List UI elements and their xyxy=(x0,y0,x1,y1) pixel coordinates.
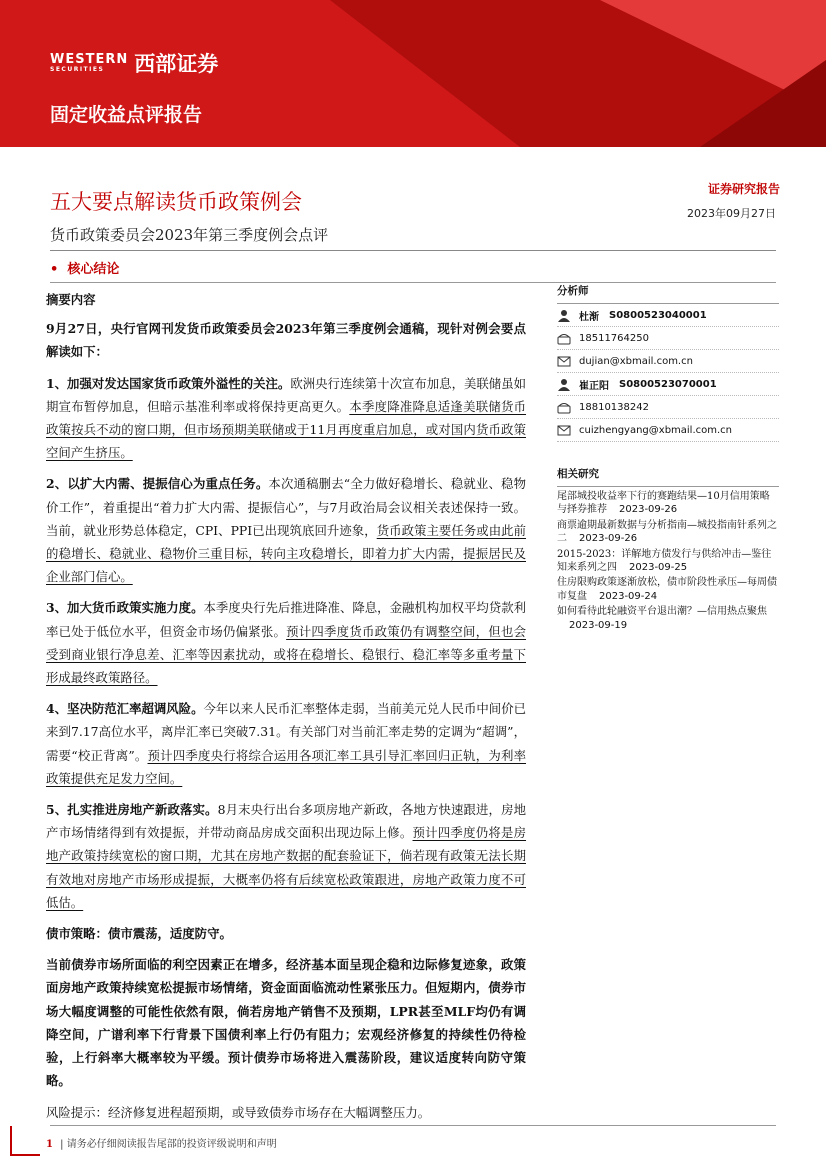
sidebar xyxy=(557,279,779,633)
point-5-head: 5、扎实推进房地产新政落实。 xyxy=(46,802,218,818)
point-5-body: 8月末央行出台多项房地产新政，各地方快速跟进，房地产市场情绪得到有效提振，并带动商品房成交面积出现边际上修。 xyxy=(46,802,526,841)
point-4-head: 4、坚决防范汇率超调风险。 xyxy=(46,701,204,717)
strategy-body-text: 当前债券市场所面临的利空因素正在增多，经济基本面呈现企稳和边际修复迹象，政策面房地产政策持续宽松提振市场情绪，资金面面临流动性紧张压力。但短期内，债券市场大幅度调整的可能性依然有限，倘若房地产销售不及预期，LPR甚至MLF均仍有调降空间，广谱利率下行背景下国债利率上行仍有阻力；宏观经济修复的持续性仍待检验，上行斜率大概率较为平缓。预计债券市场将进入震荡阶段，建议适度转向防守策略。 xyxy=(46,957,526,1089)
related-label: 相关研究 xyxy=(557,462,779,487)
point-2-underlined: 货币政策主要任务或由此前的稳增长、稳就业、稳物价三重目标，转向主攻稳增长，即着力扩大内需，提振居民及企业部门信心。 xyxy=(46,522,527,585)
related-item-date: 2023-09-19 xyxy=(569,619,628,631)
logo-western: WESTERN xyxy=(50,52,129,67)
related-item[interactable] xyxy=(557,518,779,547)
related-item-title: 2015-2023：详解地方债发行与供给冲击—鉴往知来系列之四 xyxy=(557,548,772,574)
person-icon xyxy=(557,378,571,391)
footer-disclaimer: 请务必仔细阅读报告尾部的投资评级说明和声明 xyxy=(66,1139,277,1150)
point-3-body: 本季度央行先后推进降准、降息，金融机构加权平均贷款利率已处于低位水平，但资金市场仍偏紧张。 xyxy=(46,600,527,639)
intro-paragraph xyxy=(46,317,526,363)
phone-icon xyxy=(557,401,571,414)
analyst-1-cert: S0800523040001 xyxy=(609,309,707,321)
main-content xyxy=(46,288,526,1132)
analyst-2-phone: 18810138242 xyxy=(579,401,649,413)
point-1 xyxy=(46,372,526,465)
point-1-head: 1、加强对发达国家货币政策外溢性的关注。 xyxy=(46,375,291,391)
corner-mark xyxy=(10,1126,12,1156)
header-banner xyxy=(0,0,826,147)
corner-mark xyxy=(10,1154,40,1156)
core-conclusion-label xyxy=(50,258,119,277)
bullet-icon: • xyxy=(50,262,59,277)
analyst-2-name: 崔正阳 xyxy=(579,380,609,392)
logo-securities: SECURITIES xyxy=(50,66,105,73)
point-4-underlined: 预计四季度央行将综合运用各项汇率工具引导汇率回归正轨，为利率政策提供充足发力空间。 xyxy=(46,747,527,786)
mail-icon xyxy=(557,355,571,368)
related-item[interactable] xyxy=(557,489,779,518)
page-number: 1 xyxy=(46,1139,53,1150)
point-2-head: 2、以扩大内需、提振信心为重点任务。 xyxy=(46,476,269,492)
analyst-2-phone-row xyxy=(557,396,779,419)
related-item-title: 尾部城投收益率下行的赛跑结果—10月信用策略与择券推荐 xyxy=(557,491,770,516)
point-4 xyxy=(46,697,526,790)
mail-icon xyxy=(557,424,571,437)
related-item[interactable] xyxy=(557,547,779,576)
footer xyxy=(46,1135,277,1150)
strategy-heading xyxy=(46,922,526,945)
analyst-1-email-row xyxy=(557,350,779,373)
logo-chinese: 西部证券 xyxy=(134,52,219,76)
abstract-label: 摘要内容 xyxy=(46,292,96,307)
report-subtitle: 货币政策委员会2023年第三季度例会点评 xyxy=(50,226,329,244)
footer-divider xyxy=(50,1125,776,1126)
intro-text: 9月27日，央行官网刊发货币政策委员会2023年第三季度例会通稿，现针对例会要点解读如下： xyxy=(46,321,526,360)
phone-icon xyxy=(557,332,571,345)
person-icon xyxy=(557,309,571,322)
point-1-body: 欧洲央行连续第十次宣布加息，美联储虽如期宣布暂停加息，但暗示基准利率或将保持更高更久。 xyxy=(46,375,527,414)
related-item-date: 2023-09-25 xyxy=(629,562,688,574)
related-item-title: 住房限购政策逐渐放松，债市阶段性承压—每周债市复盘 xyxy=(557,577,777,602)
related-item-title: 商票逾期最新数据与分析指南—城投指南针系列之二 xyxy=(557,519,777,545)
strategy-head-text: 债市策略：债市震荡，适度防守。 xyxy=(46,926,232,942)
analyst-2-name-row xyxy=(557,373,779,396)
core-conclusion-text: 核心结论 xyxy=(67,262,120,277)
point-3 xyxy=(46,596,526,689)
analyst-1-name: 杜渐 xyxy=(579,311,599,323)
related-list xyxy=(557,489,779,633)
strategy-paragraph xyxy=(46,953,526,1092)
related-item[interactable] xyxy=(557,604,779,633)
risk-warning: 风险提示：经济修复进程超预期，或导致债券市场存在大幅调整压力。 xyxy=(46,1104,431,1120)
related-research xyxy=(557,462,779,633)
point-4-body: 今年以来人民币汇率整体走弱，当前美元兑人民币中间价已来到7.17高位水平，离岸汇率已突破7.31。有关部门对当前汇率走势的定调为“超调”，需要“校正背离”。 xyxy=(46,701,527,763)
related-item-date: 2023-09-26 xyxy=(579,533,638,545)
related-item-date: 2023-09-26 xyxy=(619,504,678,516)
related-item-title: 如何看待此轮融资平台退出潮？—信用热点聚焦 xyxy=(557,606,767,618)
logo-english xyxy=(50,53,128,73)
point-1-underlined: 本季度降准降息适逢美联储货币政策按兵不动的窗口期，但市场预期美联储或于11月再度重启加息，或对国内货币政策空间产生挤压。 xyxy=(46,398,527,461)
analyst-label: 分析师 xyxy=(557,279,779,304)
footer-separator: | xyxy=(60,1139,64,1150)
divider xyxy=(50,250,776,251)
report-date: 2023年09月27日 xyxy=(687,207,776,220)
related-item-date: 2023-09-24 xyxy=(599,590,658,602)
brand-logo xyxy=(50,48,218,78)
point-3-underlined: 预计四季度货币政策仍有调整空间，但也会受到商业银行净息差、汇率等因素扰动，或将在稳增长、稳银行、稳汇率等多重考量下形成最终政策路径。 xyxy=(46,623,527,686)
analyst-1-phone: 18511764250 xyxy=(579,332,649,344)
point-2-body: 本次通稿删去“全力做好稳增长、稳就业、稳物价工作”，着重提出“着力扩大内需、提振信心”，与7月政治局会议相关表述保持一致。当前，就业形势总体稳定，CPI、PPI已出现筑底回升迹象， xyxy=(46,476,526,538)
document-type: 固定收益点评报告 xyxy=(50,104,203,126)
analyst-1-phone-row xyxy=(557,327,779,350)
analyst-1-name-row xyxy=(557,304,779,327)
point-2 xyxy=(46,472,526,588)
analyst-2-cert: S0800523070001 xyxy=(619,378,717,390)
analyst-2-email[interactable]: cuizhengyang@xbmail.com.cn xyxy=(579,424,733,436)
point-5 xyxy=(46,798,526,914)
analyst-1-email[interactable]: dujian@xbmail.com.cn xyxy=(579,355,693,367)
report-category: 证券研究报告 xyxy=(707,182,780,196)
analyst-2-email-row xyxy=(557,419,779,442)
point-3-head: 3、加大货币政策实施力度。 xyxy=(46,600,204,616)
report-title: 五大要点解读货币政策例会 xyxy=(50,190,302,214)
related-item[interactable] xyxy=(557,575,779,604)
point-5-underlined: 预计四季度仍将是房地产政策持续宽松的窗口期，尤其在房地产数据的配套验证下，倘若现有政策无法长期有效地对房地产市场形成提振，大概率仍将有后续宽松政策跟进，房地产政策力度不可低估。 xyxy=(46,825,527,910)
